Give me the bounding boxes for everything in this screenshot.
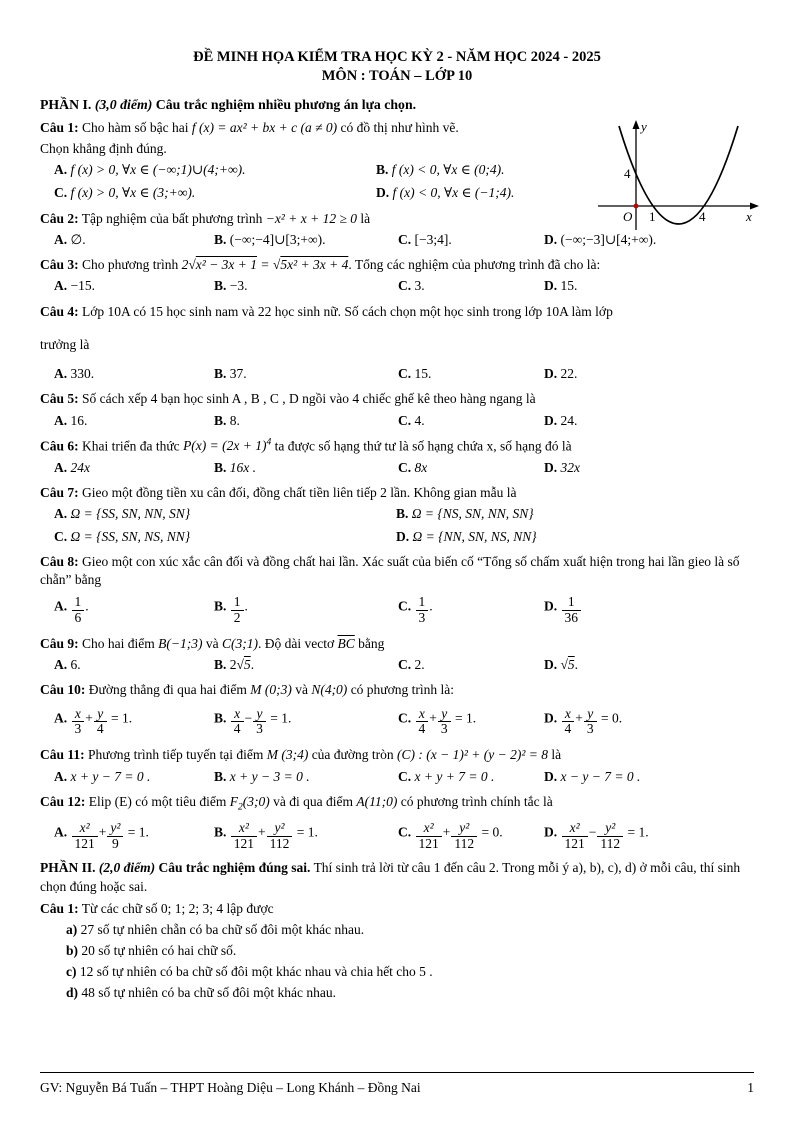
question-1-text2: Chọn khẳng định đúng. [40, 140, 167, 156]
x-tick-4: 4 [699, 209, 706, 224]
question-8-text: Câu 8: Gieo một con xúc xắc cân đối và đồng chất hai lần. Xác suất của biến cố “Tổng số chấm xuất hiện trong hai lần gieo là số chẵn” bằng [40, 553, 740, 587]
option-b: B. $\frac{1}{2}$ . [214, 594, 248, 625]
exam-header [40, 48, 754, 86]
part2-title: Câu trắc nghiệm đúng sai. [158, 860, 311, 876]
option-c: C. $\frac{\text{x²}}{121}$ + $\frac{\text{y²}}{112}$ = 0. [398, 819, 503, 851]
page-footer [40, 1072, 754, 1096]
option-d: D. 24. [544, 412, 578, 428]
option-a: A. f (x) > 0, ∀x ∈ (−∞;1)∪(4;+∞). [54, 162, 246, 178]
question-3-formula: 2√x² − 3x + 1 = √5x² + 3x + 4 [181, 257, 349, 273]
focus-point: $F_2(3;0)$ [229, 793, 270, 813]
option-c: C. [−3;4]. [398, 231, 452, 247]
option-b: B. 16x . [214, 459, 257, 475]
question-6 [40, 436, 754, 478]
option-d: D. 22. [544, 366, 578, 382]
option-a: A. 6. [54, 657, 81, 673]
question-4-text: Câu 4: Lớp 10A có 15 học sinh nam và 22 học sinh nữ. Số cách chọn một học sinh trong lớp 10A làm lớp [40, 303, 613, 319]
part2-question-1-text: Câu 1: Từ các chữ số 0; 1; 2; 3; 4 lập được [40, 901, 274, 917]
question-5 [40, 389, 754, 431]
part2-label: PHẦN II. [40, 860, 96, 876]
page-number: 1 [747, 1080, 754, 1095]
option-c: C. $\frac{x}{4}$ + $\frac{y}{3}$ = 1. [398, 705, 477, 737]
option-a: A. 16. [54, 412, 88, 428]
question-7-text: Câu 7: Gieo một đồng tiền xu cân đối, đồng chất tiền liên tiếp 2 lần. Không gian mẫu là [40, 484, 517, 500]
teacher-info: GV: Nguyễn Bá Tuấn – THPT Hoàng Diệu – Long Khánh – Đồng Nai [40, 1080, 421, 1095]
option-d: D. x − y − 7 = 0 . [544, 768, 641, 784]
question-4-text2: trưởng là [40, 336, 90, 352]
vector-bc: $\overline{BC}$ [337, 635, 355, 651]
question-8-options [40, 595, 754, 626]
question-7 [40, 483, 754, 548]
statement-b: b) 20 số tự nhiên có hai chữ số. [66, 943, 237, 959]
option-b: B. −3. [214, 278, 248, 294]
option-b: B. 37. [214, 366, 247, 382]
option-a: A. ∅. [54, 231, 86, 247]
question-3-options [40, 276, 754, 296]
question-3-text: Câu 3: Cho phương trình 2√x² − 3x + 1 = √5x² + 3x + 4. Tổng các nghiệm của phương trình đã cho là: [40, 257, 601, 273]
part1-heading [40, 97, 754, 113]
origin-dot [634, 204, 639, 209]
part1-points: (3,0 điểm) [94, 96, 153, 112]
option-c: C. $\frac{1}{3}$ . [398, 594, 433, 625]
part1-title: Câu trắc nghiệm nhiều phương án lựa chọn. [155, 96, 417, 112]
parabola-graph [592, 118, 764, 236]
question-5-options [40, 411, 754, 431]
option-c: C. 4. [398, 412, 425, 428]
question-9-options [40, 655, 754, 675]
option-a: A. 330. [54, 366, 95, 382]
question-10-options [40, 707, 754, 738]
option-a: A. $\frac{1}{6}$ . [54, 594, 89, 625]
statement-c: c) 12 số tự nhiên có ba chữ số đôi một khác nhau và chia hết cho 5 . [66, 964, 433, 980]
question-1-text: Câu 1: Cho hàm số bậc hai f (x) = ax² + bx + c (a ≠ 0) có đồ thị như hình vẽ. [40, 119, 459, 135]
question-4-options [40, 364, 754, 384]
statement-d: d) 48 số tự nhiên có ba chữ số đôi một khác nhau. [66, 985, 336, 1001]
question-7-options-row2 [40, 527, 754, 547]
question-12 [40, 792, 754, 852]
option-b: B. 8. [214, 412, 240, 428]
option-b: B. $\frac{x}{4}$ − $\frac{y}{3}$ = 1. [214, 705, 292, 737]
question-1-options-row1 [40, 160, 614, 180]
question-12-text: Câu 12: Elip (E) có một tiêu điểm $F_2(3;0)$ và đi qua điểm A(11;0) có phương trình chính tắc là [40, 793, 553, 813]
y-axis-label: y [641, 119, 647, 134]
question-6-text: Câu 6: Khai triển đa thức $P(x) = (2x + 1)^4$ ta được số hạng thứ tư là số hạng chứa x, số hạng đó là [40, 437, 572, 454]
question-11-options [40, 767, 754, 787]
option-c: C. f (x) > 0, ∀x ∈ (3;+∞). [54, 185, 196, 201]
option-b: B. (−∞;−4]∪[3;+∞). [214, 231, 326, 247]
option-d: D. 15. [544, 278, 578, 294]
question-9 [40, 634, 754, 676]
question-5-text: Câu 5: Số cách xếp 4 bạn học sinh A , B , C , D ngồi vào 4 chiếc ghế kê theo hàng ngang là [40, 391, 536, 407]
option-a: A. x + y − 7 = 0 . [54, 768, 151, 784]
question-1-options-row2 [40, 183, 614, 203]
question-7-options-row1 [40, 504, 754, 524]
part2-points: (2,0 điểm) [98, 860, 156, 876]
origin-label: O [623, 209, 633, 224]
option-b: B. f (x) < 0, ∀x ∈ (0;4). [376, 162, 505, 178]
option-d: D. $\frac{1}{36}$ [544, 595, 754, 626]
part1-label: PHẦN I. [40, 96, 92, 112]
part2-question-1 [40, 899, 754, 1004]
question-4 [40, 302, 754, 385]
part2-desc: Thí sinh trả lời từ câu 1 đến câu 2. Trong mỗi ý a), b), c), d) ở mỗi câu, thí sinh chọn đúng hoặc sai. [40, 860, 741, 895]
question-11-text: Câu 11: Phương trình tiếp tuyến tại điểm M (3;4) của đường tròn (C) : (x − 1)² + (y − 2)² = 8 là [40, 747, 562, 763]
x-tick-1: 1 [649, 209, 656, 224]
option-d: D. 32x [544, 459, 580, 475]
option-a: A. $\frac{\text{x²}}{121}$ + $\frac{\text{y²}}{9}$ = 1. [54, 819, 149, 851]
option-b: B. $\frac{\text{x²}}{121}$ + $\frac{\text{y²}}{112}$ = 1. [214, 819, 318, 851]
x-axis-label: x [746, 209, 752, 224]
statement-a: a) 27 số tự nhiên chẵn có ba chữ số đôi một khác nhau. [66, 922, 365, 938]
question-6-options [40, 458, 754, 478]
y-axis-arrow [633, 120, 640, 129]
option-c: C. 8x [398, 459, 428, 475]
part2-heading [40, 859, 754, 897]
option-a: A. 24x [54, 459, 90, 475]
question-1-label: Câu 1: [40, 119, 79, 135]
option-c: C. 2. [398, 657, 425, 673]
question-10-text: Câu 10: Đường thẳng đi qua hai điểm M (0;3) và N(4;0) có phương trình là: [40, 682, 455, 698]
option-d: D. (−∞;−3]∪[4;+∞). [544, 231, 657, 247]
exam-title: ĐỀ MINH HỌA KIỂM TRA HỌC KỲ 2 - NĂM HỌC 2024 - 2025 [193, 49, 601, 65]
question-6-formula: $P(x) = (2x + 1)^4$ [183, 437, 272, 454]
option-a: A. −15. [54, 278, 95, 294]
option-d: D. √5. [544, 657, 579, 673]
option-b: B. Ω = {NS, SN, NN, SN} [396, 506, 534, 522]
option-d: D. Ω = {NN, SN, NS, NN} [396, 529, 537, 545]
option-d: D. f (x) < 0, ∀x ∈ (−1;4). [376, 185, 515, 201]
question-2-text: Câu 2: Tập nghiệm của bất phương trình −x² + x + 12 ≥ 0 là [40, 210, 371, 226]
question-1-formula: f (x) = ax² + bx + c (a ≠ 0) [191, 119, 338, 135]
option-d: D. $\frac{\text{x²}}{121}$ − $\frac{\text{y²}}{112}$ = 1. [544, 819, 649, 851]
option-c: C. 3. [398, 278, 425, 294]
parabola-curve [619, 126, 738, 224]
question-9-text: Câu 9: Cho hai điểm B(−1;3) và C(3;1). Độ dài vectơ $\overline{BC}$ bằng [40, 635, 385, 651]
question-8 [40, 553, 754, 626]
option-c: C. x + y + 7 = 0 . [398, 768, 495, 784]
question-11 [40, 745, 754, 787]
option-c: C. Ω = {SS, SN, NS, NN} [54, 529, 191, 545]
exam-subtitle: MÔN : TOÁN – LỚP 10 [321, 67, 473, 84]
y-tick-4: 4 [624, 166, 631, 181]
option-b: B. x + y − 3 = 0 . [214, 768, 310, 784]
option-a: A. $\frac{x}{3}$ + $\frac{y}{4}$ = 1. [54, 705, 133, 737]
option-d: D. $\frac{x}{4}$ + $\frac{y}{3}$ = 0. [544, 705, 623, 737]
option-a: A. Ω = {SS, SN, NN, SN} [54, 506, 191, 522]
option-c: C. 15. [398, 366, 432, 382]
question-10 [40, 680, 754, 737]
question-3 [40, 255, 754, 297]
question-12-options [40, 821, 754, 852]
option-b: B. 2√5. [214, 657, 255, 673]
